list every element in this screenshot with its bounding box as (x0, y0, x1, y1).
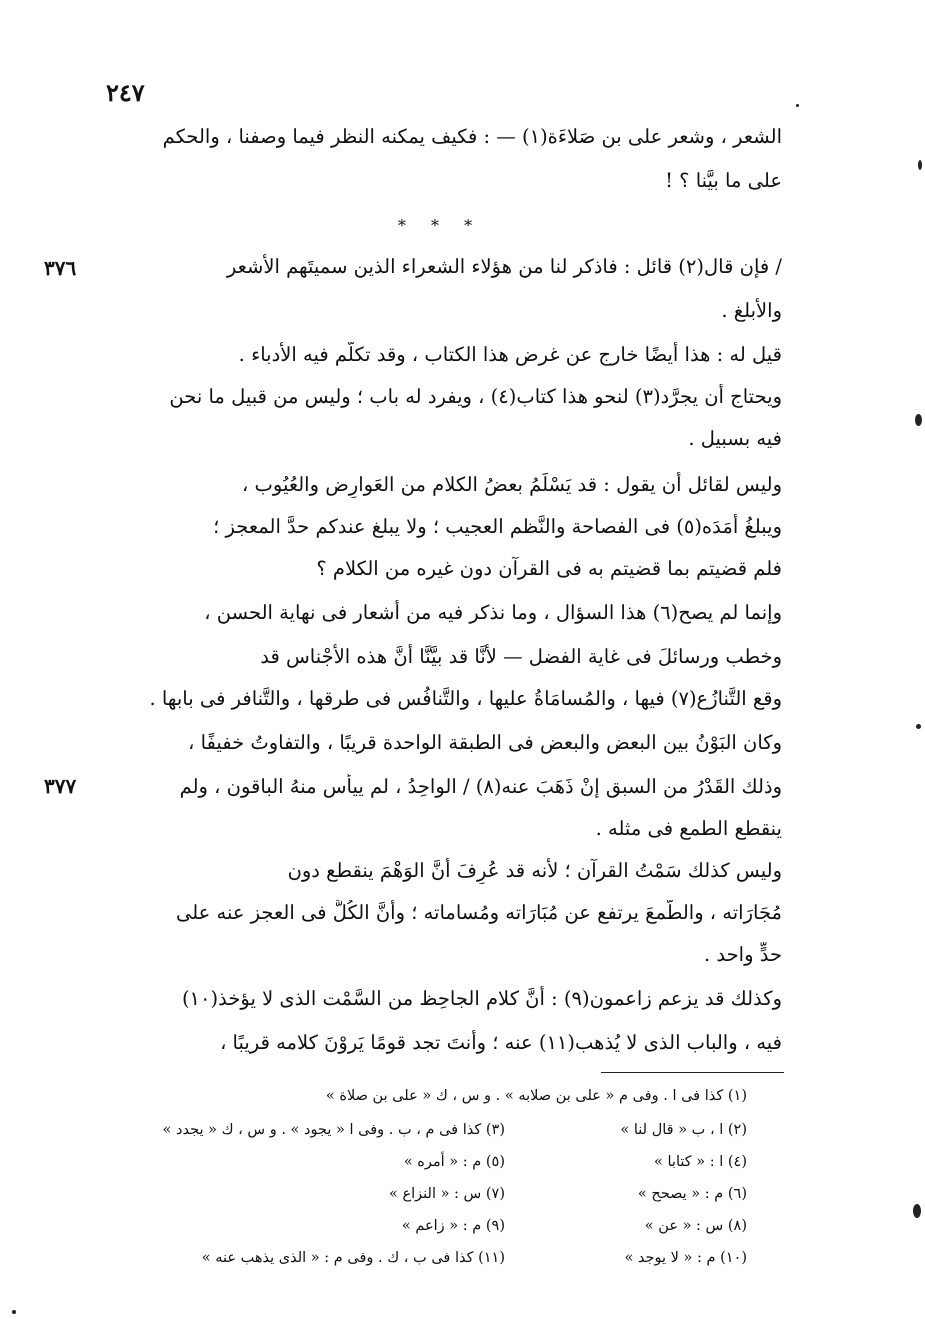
scan-speck (913, 1204, 921, 1218)
text-line: وإنما لم يصح(٦) هذا السؤال ، وما نذكر فيه من أشعار فى نهاية الحسن ، (204, 601, 782, 624)
text-line: فلم قضيتم بما قضيتم به فى القرآن دون غيره من الكلام ؟ (316, 557, 782, 580)
scan-speck (916, 724, 921, 729)
page-number: ٢٤٧ (106, 78, 145, 107)
text-line: على ما بيَّنا ؟ ! (665, 169, 782, 192)
margin-page-ref: ٣٧٦ (44, 256, 77, 280)
footnote: (٨) س : « عن » (644, 1218, 747, 1234)
section-separator: * * * (397, 216, 483, 235)
text-line: وليس كذلك سَمْتُ القرآن ؛ لأنه قد عُرِفَ أنَّ الوَهْمَ ينقطع دون (287, 859, 782, 882)
footnote: (٤) ا : « كتابا » (654, 1154, 747, 1170)
text-line: وذلك القَدْرُ من السبق إنْ ذَهَبَ عنه(٨) / الواحِدُ ، لم ييأس منهُ الباقون ، ولم (179, 775, 782, 798)
text-line: / فإن قال(٢) قائل : فاذكر لنا من هؤلاء الشعراء الذين سميتَهم الأشعر (226, 255, 782, 278)
footnote: (٦) م : « يصحح » (637, 1186, 747, 1202)
text-line: ويحتاج أن يجرَّد(٣) لنحو هذا كتاب(٤) ، ويفرد له باب ؛ وليس من قبيل ما نحن (169, 385, 782, 408)
text-line: وكان البَوْنُ بين البعض والبعض فى الطبقة الواحدة قريبًا ، والتفاوتُ خفيفًا ، (188, 731, 782, 754)
footnote-rule (601, 1072, 784, 1073)
footnote: (١٠) م : « لا يوجد » (624, 1250, 747, 1266)
text-line: فيه بسبيل . (688, 427, 782, 450)
text-line: ويبلغُ أَمَدَه(٥) فى الفصاحة والنَّظم العجيب ؛ ولا يبلغ عندكم حدَّ المعجز ؛ (213, 515, 782, 538)
text-line: مُجَارَاته ، والطَّمعَ يرتفع عن مُبَارَاته ومُساماته ؛ وأنَّ الكُلَّ فى العجز عنه على (175, 901, 782, 924)
text-line: حدٍّ واحد . (703, 943, 782, 966)
text-line: والأبلغ . (721, 299, 782, 322)
scan-speck (915, 414, 922, 426)
text-line: وكذلك قد يزعم زاعمون(٩) : أنَّ كلام الجاحِظ من السَّمْت الذى لا يؤخذ(١٠) (181, 987, 782, 1010)
text-line: الشعر ، وشعر على بن صَلاءَة(١) — : فكيف يمكنه النظر فيما وصفنا ، والحكم (162, 125, 782, 148)
text-line: قيل له : هذا أيضًا خارج عن غرض هذا الكتاب ، وقد تكلَّم فيه الأدباء . (238, 343, 782, 366)
scan-speck (12, 1310, 16, 1314)
footnote: (١١) كذا فى ب ، ك . وفى م : « الذى يذهب عنه » (201, 1250, 505, 1266)
text-line: وقع التَّنازُع(٧) فيها ، والمُسامَاةُ عليها ، والتَّنافُس فى طرقها ، والتَّنافر فى بابها . (149, 687, 782, 710)
text-line: وخطب ورسائلَ فى غاية الفضل — لأنَّا قد بيَّنَّا أنَّ هذه الأجْناس قد (260, 645, 782, 668)
footnote: (٧) س : « النزاع » (388, 1186, 505, 1202)
footnote: (٣) كذا فى م ، ب . وفى ا « يجود » . و س ، ك « يجدد » (162, 1122, 505, 1138)
footnote: (١) كذا فى ا . وفى م « على بن صلابه » . و س ، ك « على بن صلاة » (325, 1088, 747, 1104)
scan-speck (796, 104, 799, 107)
footnote: (٢) ا ، ب « قال لنا » (620, 1122, 747, 1138)
text-line: فيه ، والباب الذى لا يُذهب(١١) عنه ؛ وأنتَ تجد قومًا يَروْنَ كلامه قريبًا ، (220, 1031, 782, 1054)
footnote: (٩) م : « زاعم » (401, 1218, 505, 1234)
footnote: (٥) م : « أمره » (403, 1154, 505, 1170)
text-line: ينقطع الطمع فى مثله . (595, 817, 782, 840)
text-line: وليس لقائل أن يقول : قد يَسْلَمُ بعضُ الكلام من العَوارِض والعُيُوب ، (242, 473, 782, 496)
scan-speck (918, 160, 922, 170)
margin-page-ref: ٣٧٧ (44, 774, 77, 798)
